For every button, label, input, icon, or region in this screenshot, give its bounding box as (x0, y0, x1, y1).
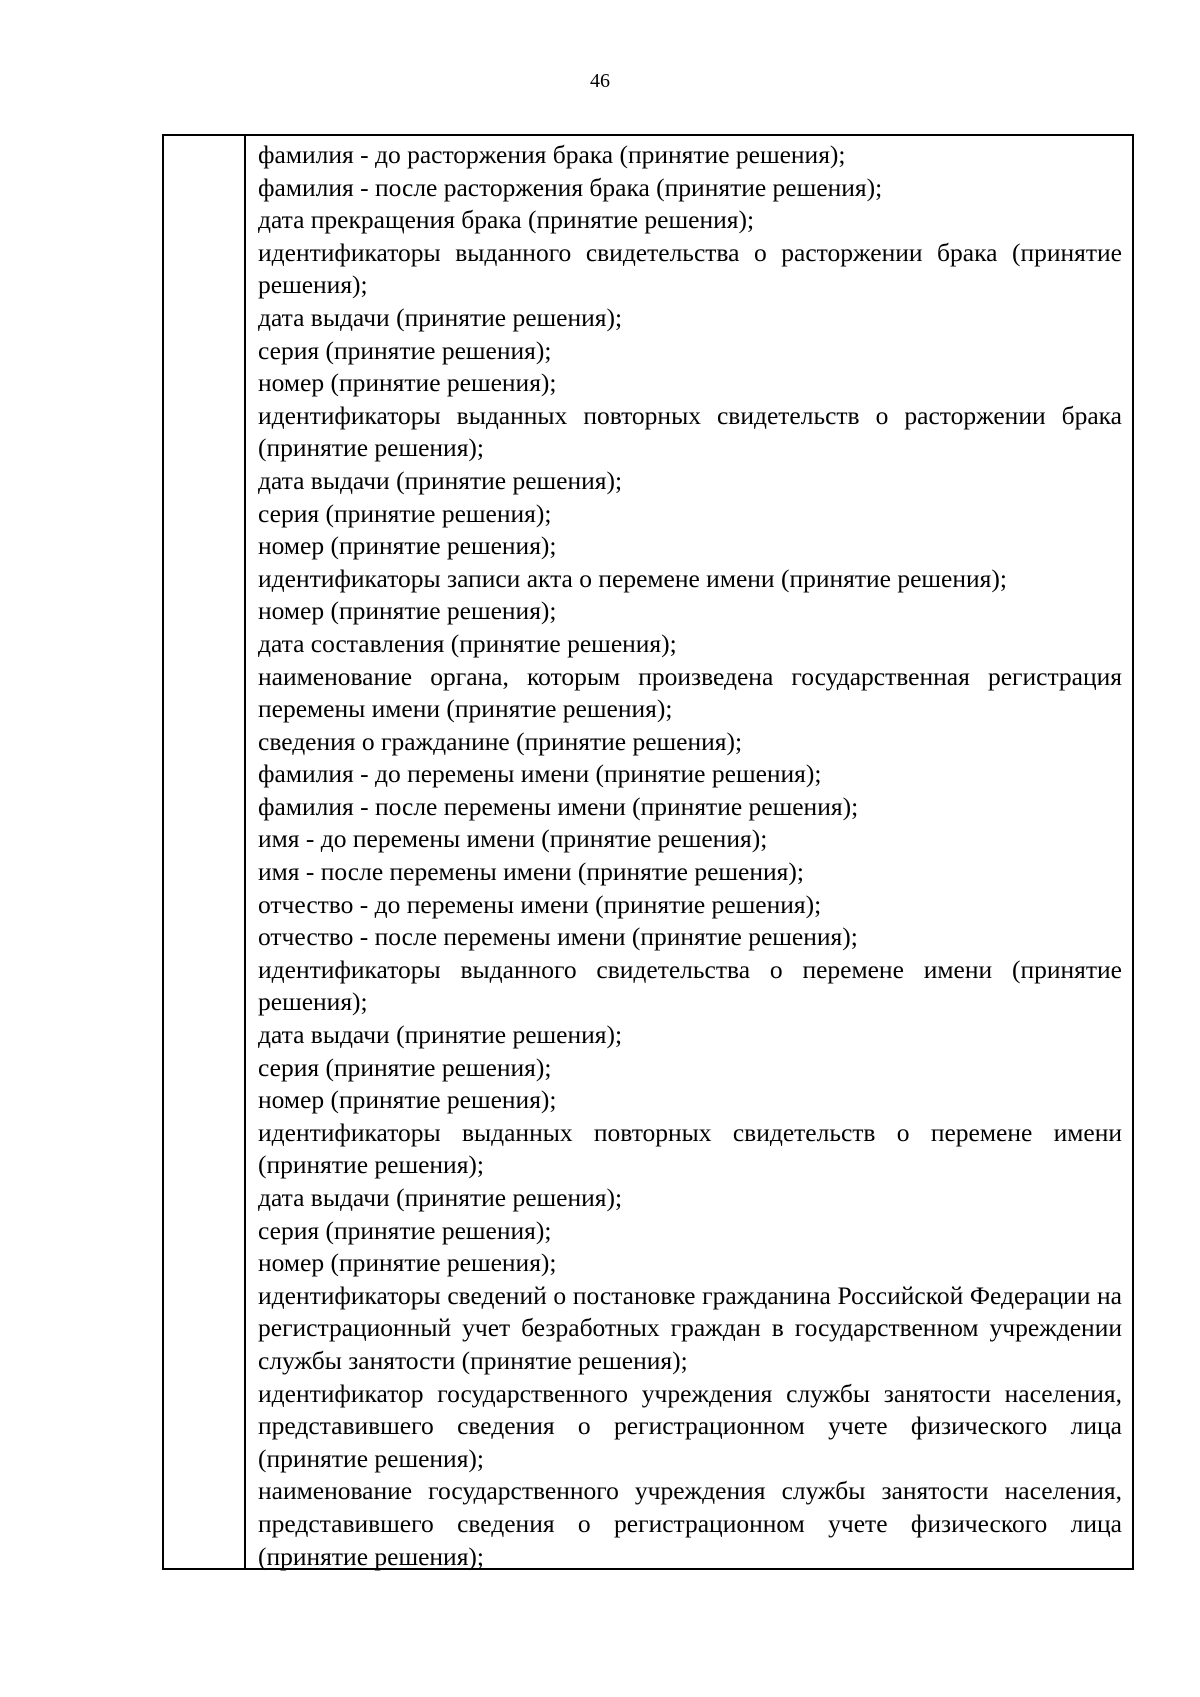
list-item: идентификаторы выданного свидетельства о расторжении брака (принятие решения); (258, 237, 1122, 300)
list-item: номер (принятие решения); (258, 1085, 557, 1115)
list-item: номер (принятие решения); (258, 368, 557, 398)
list-item: серия (принятие решения); (258, 1052, 552, 1082)
table-left-column (164, 136, 246, 1568)
list-item: дата выдачи (принятие решения); (258, 1020, 623, 1050)
list-item: номер (принятие решения); (258, 531, 557, 561)
list-item: сведения о гражданине (принятие решения); (258, 726, 743, 756)
list-item: идентификаторы выданных повторных свидетельств о расторжении брака (принятие решения); (258, 400, 1122, 463)
list-item: дата выдачи (принятие решения); (258, 465, 623, 495)
list-item: идентификаторы выданного свидетельства о перемене имени (принятие решения); (258, 954, 1122, 1017)
list-item: серия (принятие решения); (258, 1215, 552, 1245)
list-item: фамилия - до расторжения брака (принятие решения); (258, 140, 846, 169)
document-table (162, 134, 1134, 1570)
list-item: имя - после перемены имени (принятие решения); (258, 857, 804, 887)
table-right-column (246, 136, 1132, 1573)
list-item: отчество - до перемены имени (принятие решения); (258, 889, 822, 919)
list-item: идентификаторы записи акта о перемене имени (принятие решения); (258, 563, 1007, 593)
list-item: дата выдачи (принятие решения); (258, 302, 623, 332)
list-item: дата составления (принятие решения); (258, 628, 677, 658)
list-item: имя - до перемены имени (принятие решения); (258, 824, 768, 854)
list-item: дата выдачи (принятие решения); (258, 1183, 623, 1212)
list-item: номер (принятие решения); (258, 1248, 557, 1278)
list-item: серия (принятие решения); (258, 498, 552, 528)
list-item: дата прекращения брака (принятие решения); (258, 205, 755, 235)
list-item: идентификатор государственного учреждения службы занятости населения, представившего сведения о регистрационном учете физического лица (принятие решения); (258, 1378, 1122, 1473)
list-item: идентификаторы сведений о постановке гражданина Российской Федерации на регистрационный учет безработных граждан в государственном учреждении службы занятости (принятие решения); (258, 1280, 1122, 1375)
list-item: серия (принятие решения); (258, 335, 552, 365)
list-item: идентификаторы выданных повторных свидетельств о перемене имени (принятие решения); (258, 1117, 1122, 1180)
list-item: отчество - после перемены имени (принятие решения); (258, 922, 858, 952)
page-number: 46 (590, 70, 610, 92)
list-item: фамилия - после перемены имени (принятие решения); (258, 791, 859, 821)
list-item: фамилия - после расторжения брака (принятие решения); (258, 172, 883, 202)
list-item: номер (принятие решения); (258, 596, 557, 626)
list-item: наименование государственного учреждения службы занятости населения, представившего сведения о регистрационном учете физического лица (принятие решения); (258, 1476, 1122, 1571)
list-item: фамилия - до перемены имени (принятие решения); (258, 759, 822, 789)
list-item: наименование органа, которым произведена государственная регистрация перемены имени (принятие решения); (258, 661, 1122, 724)
